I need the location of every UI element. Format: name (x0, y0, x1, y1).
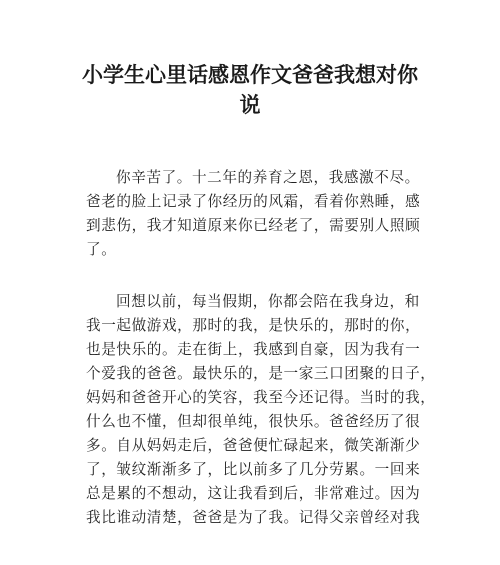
paragraph (86, 290, 436, 530)
text-line: 个爱我的爸爸。最快乐的，是一家三口团聚的日子， (86, 365, 436, 382)
text-line: 了，皱纹渐渐多了，比以前多了几分劳累。一回来 (86, 461, 421, 478)
text-line: 我一起做游戏，那时的我，是快乐的，那时的你， (86, 317, 421, 334)
title-line: 小学生心里话感恩作文爸爸我想对你 (82, 63, 418, 87)
text-line: 什么也不懂，但却很单纯，很快乐。爸爸经历了很 (86, 413, 421, 430)
text-line: 了。 (86, 241, 117, 258)
text-line: 也是快乐的。走在街上，我感到自豪，因为我有一 (86, 341, 421, 358)
text-line: 总是累的不想动，这让我看到后，非常难过。因为 (86, 485, 421, 502)
text-line: 爸老的脸上记录了你经历的风霜，看着你熟睡，感 (86, 193, 421, 210)
text-line: 妈妈和爸爸开心的笑容，我至今还记得。当时的我， (86, 389, 436, 406)
document-body (86, 166, 436, 558)
text-line: 我比谁动清楚，爸爸是为了我。记得父亲曾经对我 (86, 509, 421, 526)
title-line: 说 (239, 93, 261, 117)
text-line: 到悲伤，我才知道原来你已经老了，需要别人照顾 (86, 217, 421, 234)
text-line: 你辛苦了。十二年的养育之恩，我感激不尽。 (116, 169, 420, 186)
document-title (70, 60, 430, 120)
paragraph (86, 166, 420, 262)
text-line: 回想以前，每当假期，你都会陪在我身边，和 (116, 293, 420, 310)
text-line: 多。自从妈妈走后，爸爸便忙碌起来，微笑渐渐少 (86, 437, 421, 454)
